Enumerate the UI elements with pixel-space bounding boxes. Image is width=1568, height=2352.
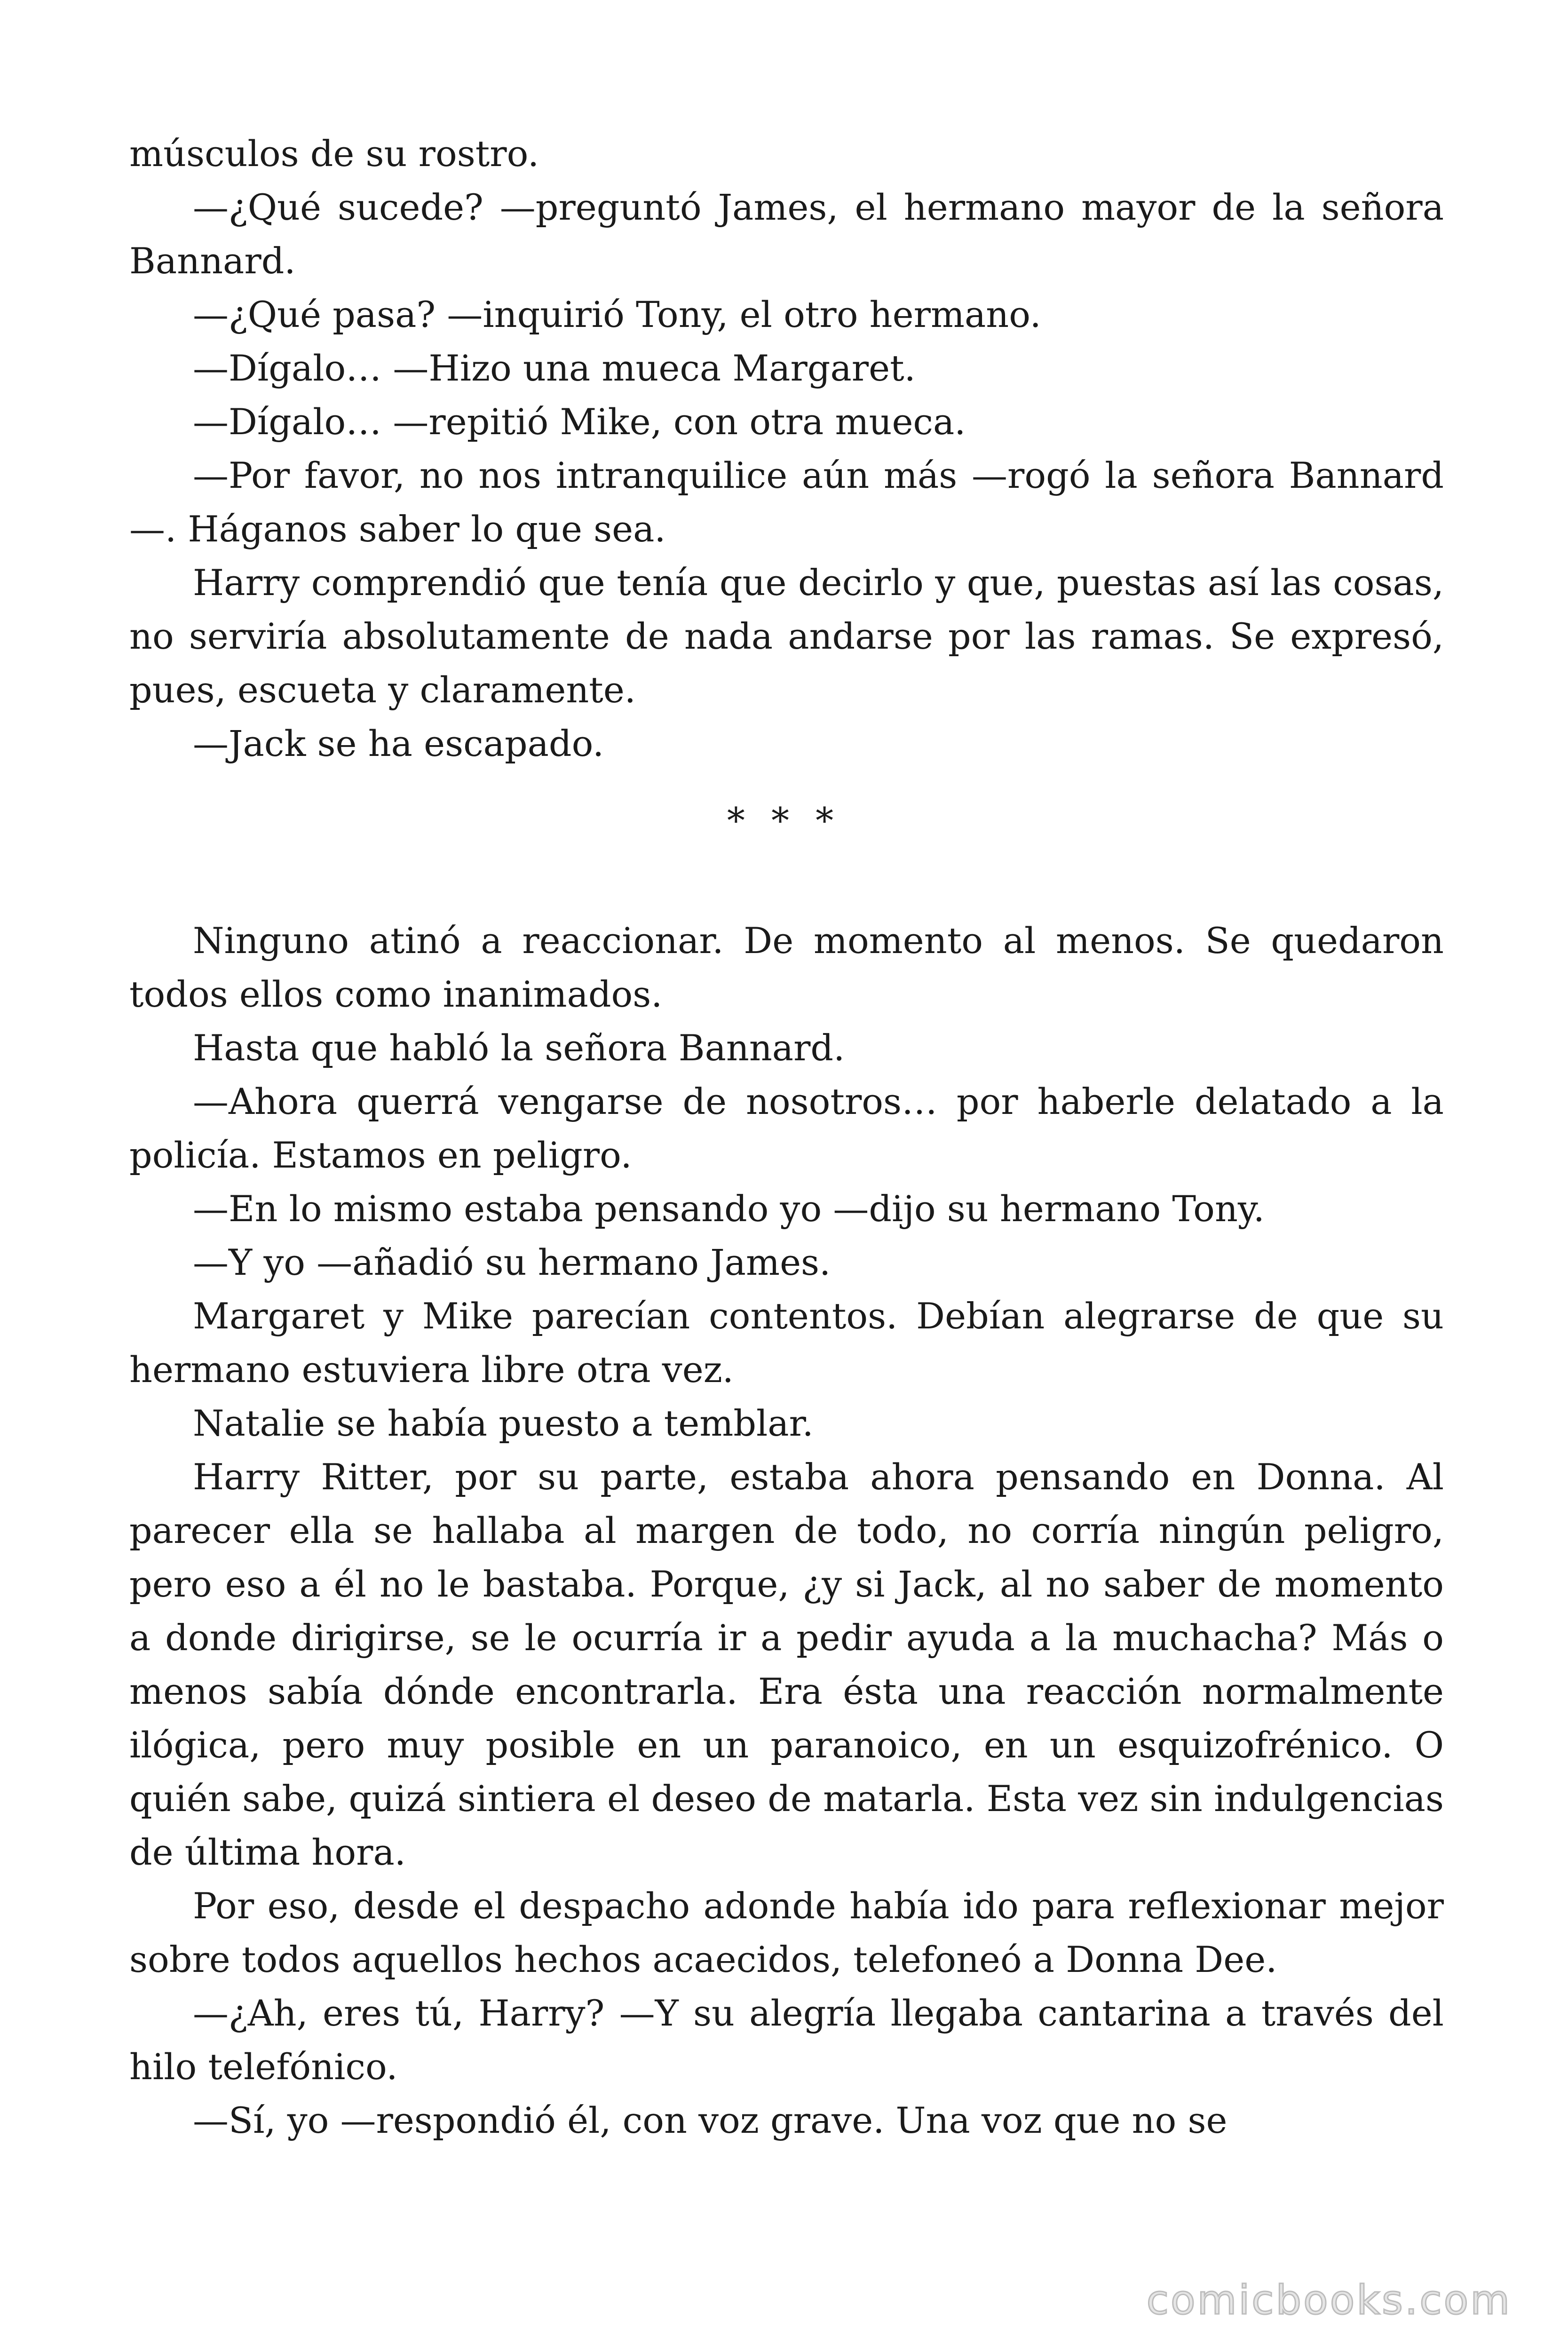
paragraph-narration: Harry comprendió que tenía que decirlo y que, puestas así las cosas, no serviría absolutamente de nada andarse por las ramas. Se expresó, pues, escueta y claramente. — [129, 562, 1444, 711]
paragraph-narration: Hasta que habló la señora Bannard. — [193, 1027, 845, 1069]
site-watermark: comicbooks.com — [1146, 2277, 1512, 2324]
paragraph-narration: Natalie se había puesto a temblar. — [193, 1402, 814, 1444]
paragraph-dialogue: —Dígalo… —repitió Mike, con otra mueca. — [193, 401, 966, 443]
paragraph-narration: Ninguno atinó a reaccionar. De momento al menos. Se quedaron todos ellos como inanimados. — [129, 920, 1444, 1015]
paragraph-dialogue: —Sí, yo —respondió él, con voz grave. Una voz que no se — [193, 2099, 1227, 2141]
scene-break-separator: * * * — [727, 800, 841, 842]
paragraph-dialogue: —Jack se ha escapado. — [193, 723, 604, 764]
paragraph-dialogue: —Por favor, no nos intranquilice aún más —rogó la señora Bannard—. Háganos saber lo que sea. — [129, 454, 1444, 550]
paragraph-dialogue: —Ahora querrá vengarse de nosotros… por haberle delatado a la policía. Estamos en peligro. — [129, 1081, 1444, 1176]
paragraph-narration: Margaret y Mike parecían contentos. Debían alegrarse de que su hermano estuviera libre otra vez. — [129, 1295, 1444, 1391]
paragraph-dialogue: —¿Qué sucede? —preguntó James, el hermano mayor de la señora Bannard. — [129, 186, 1444, 282]
paragraph-dialogue: —¿Ah, eres tú, Harry? —Y su alegría llegaba cantarina a través del hilo telefónico. — [129, 1992, 1444, 2088]
paragraph-continuation: músculos de su rostro. — [129, 133, 539, 175]
text-section-one — [129, 127, 1444, 771]
text-section-two — [129, 914, 1444, 2147]
paragraph-dialogue: —Y yo —añadió su hermano James. — [193, 1241, 831, 1283]
paragraph-dialogue: —Dígalo… —Hizo una mueca Margaret. — [193, 347, 916, 389]
paragraph-narration: Por eso, desde el despacho adonde había ido para reflexionar mejor sobre todos aquellos hechos acaecidos, telefoneó a Donna Dee. — [129, 1885, 1444, 1980]
paragraph-dialogue: —¿Qué pasa? —inquirió Tony, el otro hermano. — [193, 294, 1041, 335]
paragraph-dialogue: —En lo mismo estaba pensando yo —dijo su hermano Tony. — [193, 1188, 1265, 1230]
paragraph-narration: Harry Ritter, por su parte, estaba ahora pensando en Donna. Al parecer ella se hallaba al margen de todo, no corría ningún peligro, pero eso a él no le bastaba. Porque, ¿y si Jack, al no saber de momento a donde dirigirse, se le ocurría ir a pedir ayuda a la muchacha? Más o menos sabía dónde encontrarla. Era ésta una reacción normalmente ilógica, pero muy posible en un paranoico, en un esquizofrénico. O quién sabe, quizá sintiera el deseo de matarla. Esta vez sin indulgencias de última hora. — [129, 1456, 1444, 1873]
